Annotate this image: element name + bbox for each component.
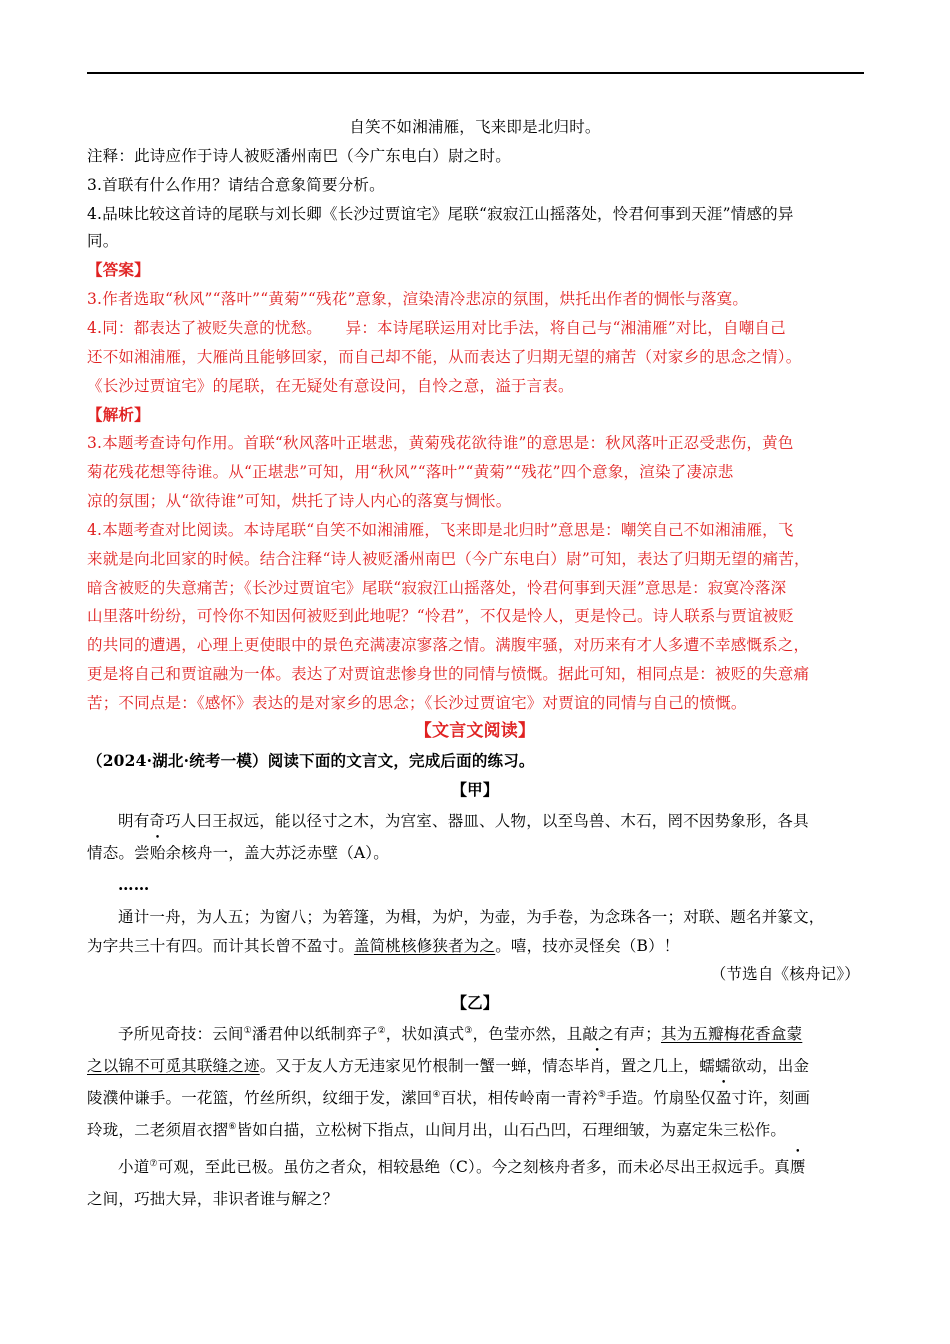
underlined-sentence-end: 之以锦不可觅其联缝之迹: [87, 1057, 260, 1075]
underlined-sentence: 盖简桃核修狭者为之: [353, 937, 496, 955]
analysis-3-line-2: 菊花残花想等待谁。从“正堪悲”可知，用“秋风”“落叶”“黄菊”“残花”四个意象，渲染了凄凉悲: [87, 463, 734, 481]
emphasis-dot-char: 贻: [149, 844, 166, 862]
jia-p2-line-1: 通计一舟，为人五；为窗八；为箬篷，为楫，为炉，为壶，为手卷，为念珠各一；对联、题名并篆文，: [118, 908, 825, 926]
jia-source: （节选自《核舟记》）: [710, 965, 860, 983]
analysis-4-line-5: 的共同的遭遇，心理上更使眼中的景色充满凄凉寥落之情。满腹牢骚，对历来有才人多遭不幸感慨系之，: [87, 636, 810, 654]
poem-last-line: 自笑不如湘浦雁，飞来即是北归时。: [349, 118, 601, 136]
yi-p1-line-1: 予所见奇技：云间①潘君仲以纸制弈子②，状如滇式③，色莹亦然，且敲之有声；其为五瓣梅花香盒蒙: [118, 1025, 803, 1043]
underlined-sentence-start: 其为五瓣梅花香盒蒙: [660, 1025, 803, 1043]
answer-4-line-2: 还不如湘浦雁，大雁尚且能够回家，而自己却不能，从而表达了归期无望的痛苦（对家乡的思念之情）。: [87, 348, 802, 366]
jia-p1-line-2: 情态。尝贻余核舟一，盖大苏泛赤壁（A）。: [87, 844, 389, 862]
jia-ellipsis: ……: [118, 875, 150, 894]
yi-p2-line-2: 之间，巧拙大异，非识者谁与解之？: [87, 1190, 339, 1208]
question-4-line-1: 4.品味比较这首诗的尾联与刘长卿《长沙过贾谊宅》尾联“寂寂江山摇落处，怜君何事到天涯”情感的异: [87, 205, 794, 223]
answer-4-line-3: 《长沙过贾谊宅》的尾联，在无疑处有意设问，自怜之意，溢于言表。: [87, 377, 574, 395]
analysis-4-line-4: 山里落叶纷纷，可怜你不知因何被贬到此地呢？“怜君”，不仅是怜人，更是怜己。诗人联系与贾谊被贬: [87, 607, 795, 625]
header-rule: [87, 72, 864, 74]
analysis-4-line-3: 暗含被贬的失意痛苦；《长沙过贾谊宅》尾联“寂寂江山摇落处，怜君何事到天涯”意思是：寂寞冷落深: [87, 579, 787, 597]
analysis-4-line-7: 苦；不同点是：《感怀》表达的是对家乡的思念；《长沙过贾谊宅》对贾谊的同情与自己的愤慨。: [87, 694, 747, 712]
passage-yi-label: 【乙】: [451, 993, 499, 1012]
jia-p2-line-2: 为字共三十有四。而计其长曾不盈寸。盖简桃核修狭者为之。嘻，技亦灵怪矣（B）！: [87, 937, 680, 955]
analysis-3-line-1: 3.本题考查诗句作用。首联“秋风落叶正堪悲，黄菊残花欲待谁”的意思是：秋风落叶正忍受悲伤，黄色: [87, 434, 794, 452]
yi-p1-line-2: 之以锦不可觅其联缝之迹。又于友人方无违家见竹根制一蟹一蝉，情态毕肖，置之几上，蠕蠕欲动，出金: [87, 1057, 810, 1075]
question-3: 3.首联有什么作用？请结合意象简要分析。: [87, 176, 385, 194]
answer-3: 3.作者选取“秋风”“落叶”“黄菊”“残花”意象，渲染清冷悲凉的氛围，烘托出作者的惆怅与落寞。: [87, 290, 749, 308]
jia-p1-line-1: 明有奇巧人曰王叔远，能以径寸之木，为宫室、器皿、人物，以至鸟兽、木石，罔不因势象形，各具: [118, 812, 809, 830]
analysis-3-line-3: 凉的氛围；从“欲待谁”可知，烘托了诗人内心的落寞与惆怅。: [87, 492, 512, 510]
answer-label: 【答案】: [87, 260, 150, 279]
section-title: 【文言文阅读】: [414, 721, 536, 741]
answer-4-line-1: 4.同：都表达了被贬失意的忧愁。 异：本诗尾联运用对比手法，将自己与“湘浦雁”对比，自嘲自己: [87, 319, 786, 337]
passage-jia-label: 【甲】: [451, 780, 499, 799]
analysis-4-line-6: 更是将自己和贾谊融为一体。表达了对贾谊悲惨身世的同情与愤慨。据此可知，相同点是：被贬的失意痛: [87, 665, 810, 683]
question-4-line-2: 同。: [87, 232, 119, 250]
yi-p1-line-4: 玲珑，二老须眉衣摺⑥皆如白描，立松树下指点，山间月出，山石凸凹，石理细皱，为嘉定朱三松作。: [87, 1121, 787, 1139]
analysis-4-line-1: 4.本题考查对比阅读。本诗尾联“自笑不如湘浦雁，飞来即是北归时”意思是：嘲笑自己不如湘浦雁，飞: [87, 521, 794, 539]
analysis-4-line-2: 来就是向北回家的时候。结合注释“诗人被贬潘州南巴（今广东电白）尉”可知，表达了归期无望的痛苦，: [87, 550, 810, 568]
poem-note: 注释：此诗应作于诗人被贬潘州南巴（今广东电白）尉之时。: [87, 147, 511, 165]
analysis-label: 【解析】: [87, 405, 150, 424]
yi-p1-line-3: 陵濮仲谦手。一花篮，竹丝所织，纹细于发，潆回④百状，相传岭南一青衿⑤手造。竹扇坠仅盈寸许，刻画: [87, 1089, 811, 1107]
source-line: （2024·湖北·统考一模）阅读下面的文言文，完成后面的练习。: [87, 751, 535, 770]
yi-p2-line-1: 小道⑦可观，至此已极。虽仿之者众，相较悬绝（C）。今之刻核舟者多，而未必尽出王叔远手。真赝: [118, 1158, 806, 1176]
